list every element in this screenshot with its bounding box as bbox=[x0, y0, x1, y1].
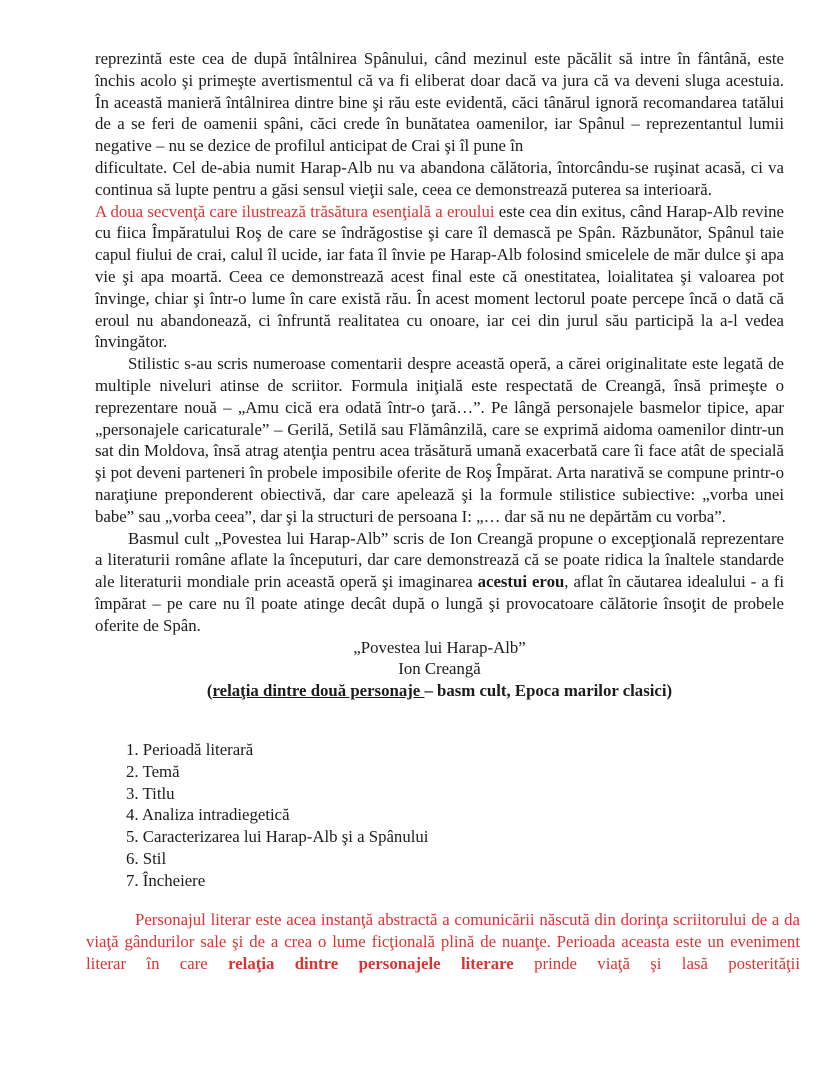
list-item bbox=[126, 826, 784, 848]
list-item-number: 4. bbox=[126, 805, 139, 825]
list-item-number: 2. bbox=[126, 761, 139, 781]
text-segment: relaţia dintre două personaje bbox=[212, 681, 425, 701]
red-paragraph bbox=[86, 909, 800, 974]
paragraph bbox=[95, 528, 784, 637]
document-body bbox=[86, 48, 801, 975]
list-item bbox=[126, 804, 784, 826]
text-segment: Stilistic s-au scris numeroase comentarii despre această operă, a cărei originalitate este legată de multiple niveluri atinse de scriitor. Formula iniţială este respectată de Creangă, însă primeşte o reprezentare nouă – „Amu cică era odată într-o ţară…”. Pe lângă personajele basmelor tipice, apar „personajele caricaturale” – Gerilă, Setilă sau Flămânzilă, care se exprimă aidoma oamenilor dintr-un sat din Moldova, însă atrag atenţia pentru acea trăsătură umană exacerbată care îi face atât de specială şi pot deveni parteneri în probele imposibile oferite de Roş Împărat. Arta narativă se compune printr-o naraţiune preponderent obiectivă, dar care apelează şi la formule stilistice subiective: „vorba unei babe” sau „vorba ceea”, dar şi la structuri de persoana I: „… dar să nu ne depărtăm cu vorba”. bbox=[95, 354, 784, 526]
centered-line bbox=[95, 658, 784, 680]
list-item-label: Titlu bbox=[142, 783, 175, 803]
list-item bbox=[126, 870, 784, 892]
list-item-label: Caracterizarea lui Harap-Alb şi a Spânului bbox=[142, 827, 429, 847]
text-segment: prinde viaţă şi lasă posterităţii bbox=[513, 954, 801, 974]
paragraph bbox=[95, 48, 784, 157]
list-item-label: Analiza intradiegetică bbox=[141, 805, 290, 825]
paragraph bbox=[95, 157, 784, 201]
list-item-number: 6. bbox=[126, 848, 139, 868]
text-segment: Personajul literar este acea instanţă abstractă a comunicării născută din dorinţa scriitorului de a da viaţă gândurilor sale şi de a crea o lume ficţională plină de nuanţe. Perioada aceasta este un eveniment literar în care bbox=[86, 910, 800, 974]
list-item-number: 3. bbox=[126, 783, 139, 803]
list-item-number: 5. bbox=[126, 827, 139, 847]
text-segment: Basmul cult „Povestea lui Harap-Alb” scris de Ion Creangă propune o excepţională reprezentare a literaturii române aflate la începuturi, dar care demonstrează că se poate ridica la înaltele standarde ale literaturii mondiale prin această operă şi imaginarea bbox=[95, 528, 784, 592]
text-segment: – basm cult, Epoca marilor clasici) bbox=[424, 681, 673, 701]
list-item bbox=[126, 761, 784, 783]
spacer bbox=[95, 891, 784, 909]
list-item-number: 7. bbox=[126, 870, 139, 890]
text-segment: reprezintă este cea de după întâlnirea Spânului, când mezinul este păcălit să intre în fântână, este închis acolo şi primeşte avertismentul că va fi eliberat doar dacă va jura că va deveni sluga acestuia. În această manieră întâlnirea dintre bine şi rău este evidentă, căci tânărul ignoră recomandarea tatălui de a se feri de oamenii spâni, căci crede în bunătatea oamenilor, iar Spânul – reprezentantul lumii negative – nu se dezice de profilul anticipat de Crai şi îl pune în bbox=[95, 49, 784, 156]
list-item-label: Stil bbox=[142, 848, 167, 868]
text-segment: ( bbox=[206, 681, 213, 701]
text-segment: relaţia dintre personajele literare bbox=[228, 954, 514, 974]
paragraph bbox=[95, 353, 784, 527]
spacer bbox=[95, 702, 784, 739]
text-segment: acestui erou bbox=[477, 572, 565, 592]
centered-line bbox=[95, 680, 784, 702]
list-item bbox=[126, 848, 784, 870]
list-item-label: Perioadă literară bbox=[142, 739, 254, 759]
text-segment: „Povestea lui Harap-Alb” bbox=[353, 637, 526, 657]
text-segment: este cea din exitus, când Harap-Alb revine cu fiica Împăratului Roş de care se îndrăgostise şi care îl demască pe Spân. Răzbunător, Spânul taie capul fiului de crai, calul îl ucide, iar fata îl învie pe Harap-Alb folosind smicelele de măr dulce şi apa vie şi apa moartă. Ceea ce demonstrează acest final este că onestitatea, loialitatea şi valoarea pot învinge, chiar şi într-o lume în care există rău. În acest moment lectorul poate percepe încă o dată că eroul nu abandonează, ci înfruntă realitatea cu onoare, iar cei din jurul său participă la a-l vedea învingător. bbox=[95, 201, 784, 352]
text-segment: Ion Creangă bbox=[398, 659, 481, 679]
list-item-number: 1. bbox=[126, 739, 139, 759]
list-item-label: Temă bbox=[142, 761, 180, 781]
list-item bbox=[126, 783, 784, 805]
numbered-list bbox=[95, 739, 784, 892]
centered-line bbox=[95, 637, 784, 659]
list-item-label: Încheiere bbox=[142, 870, 206, 890]
paragraph bbox=[95, 201, 784, 354]
text-segment: , aflat în căutarea idealului - a fi împărat – pe care nu îl poate atinge decât după o lungă şi provocatoare călătorie însoţit de probele oferite de Spân. bbox=[95, 572, 784, 635]
list-item bbox=[126, 739, 784, 761]
text-segment: A doua secvenţă care ilustrează trăsătura esenţială a eroului bbox=[95, 201, 495, 221]
text-segment: dificultate. Cel de-abia numit Harap-Alb nu va abandona călătoria, întorcându-se ruşinat acasă, ci va continua să lupte pentru a găsi sensul vieţii sale, ceea ce demonstrează puterea sa interioară. bbox=[95, 157, 784, 199]
